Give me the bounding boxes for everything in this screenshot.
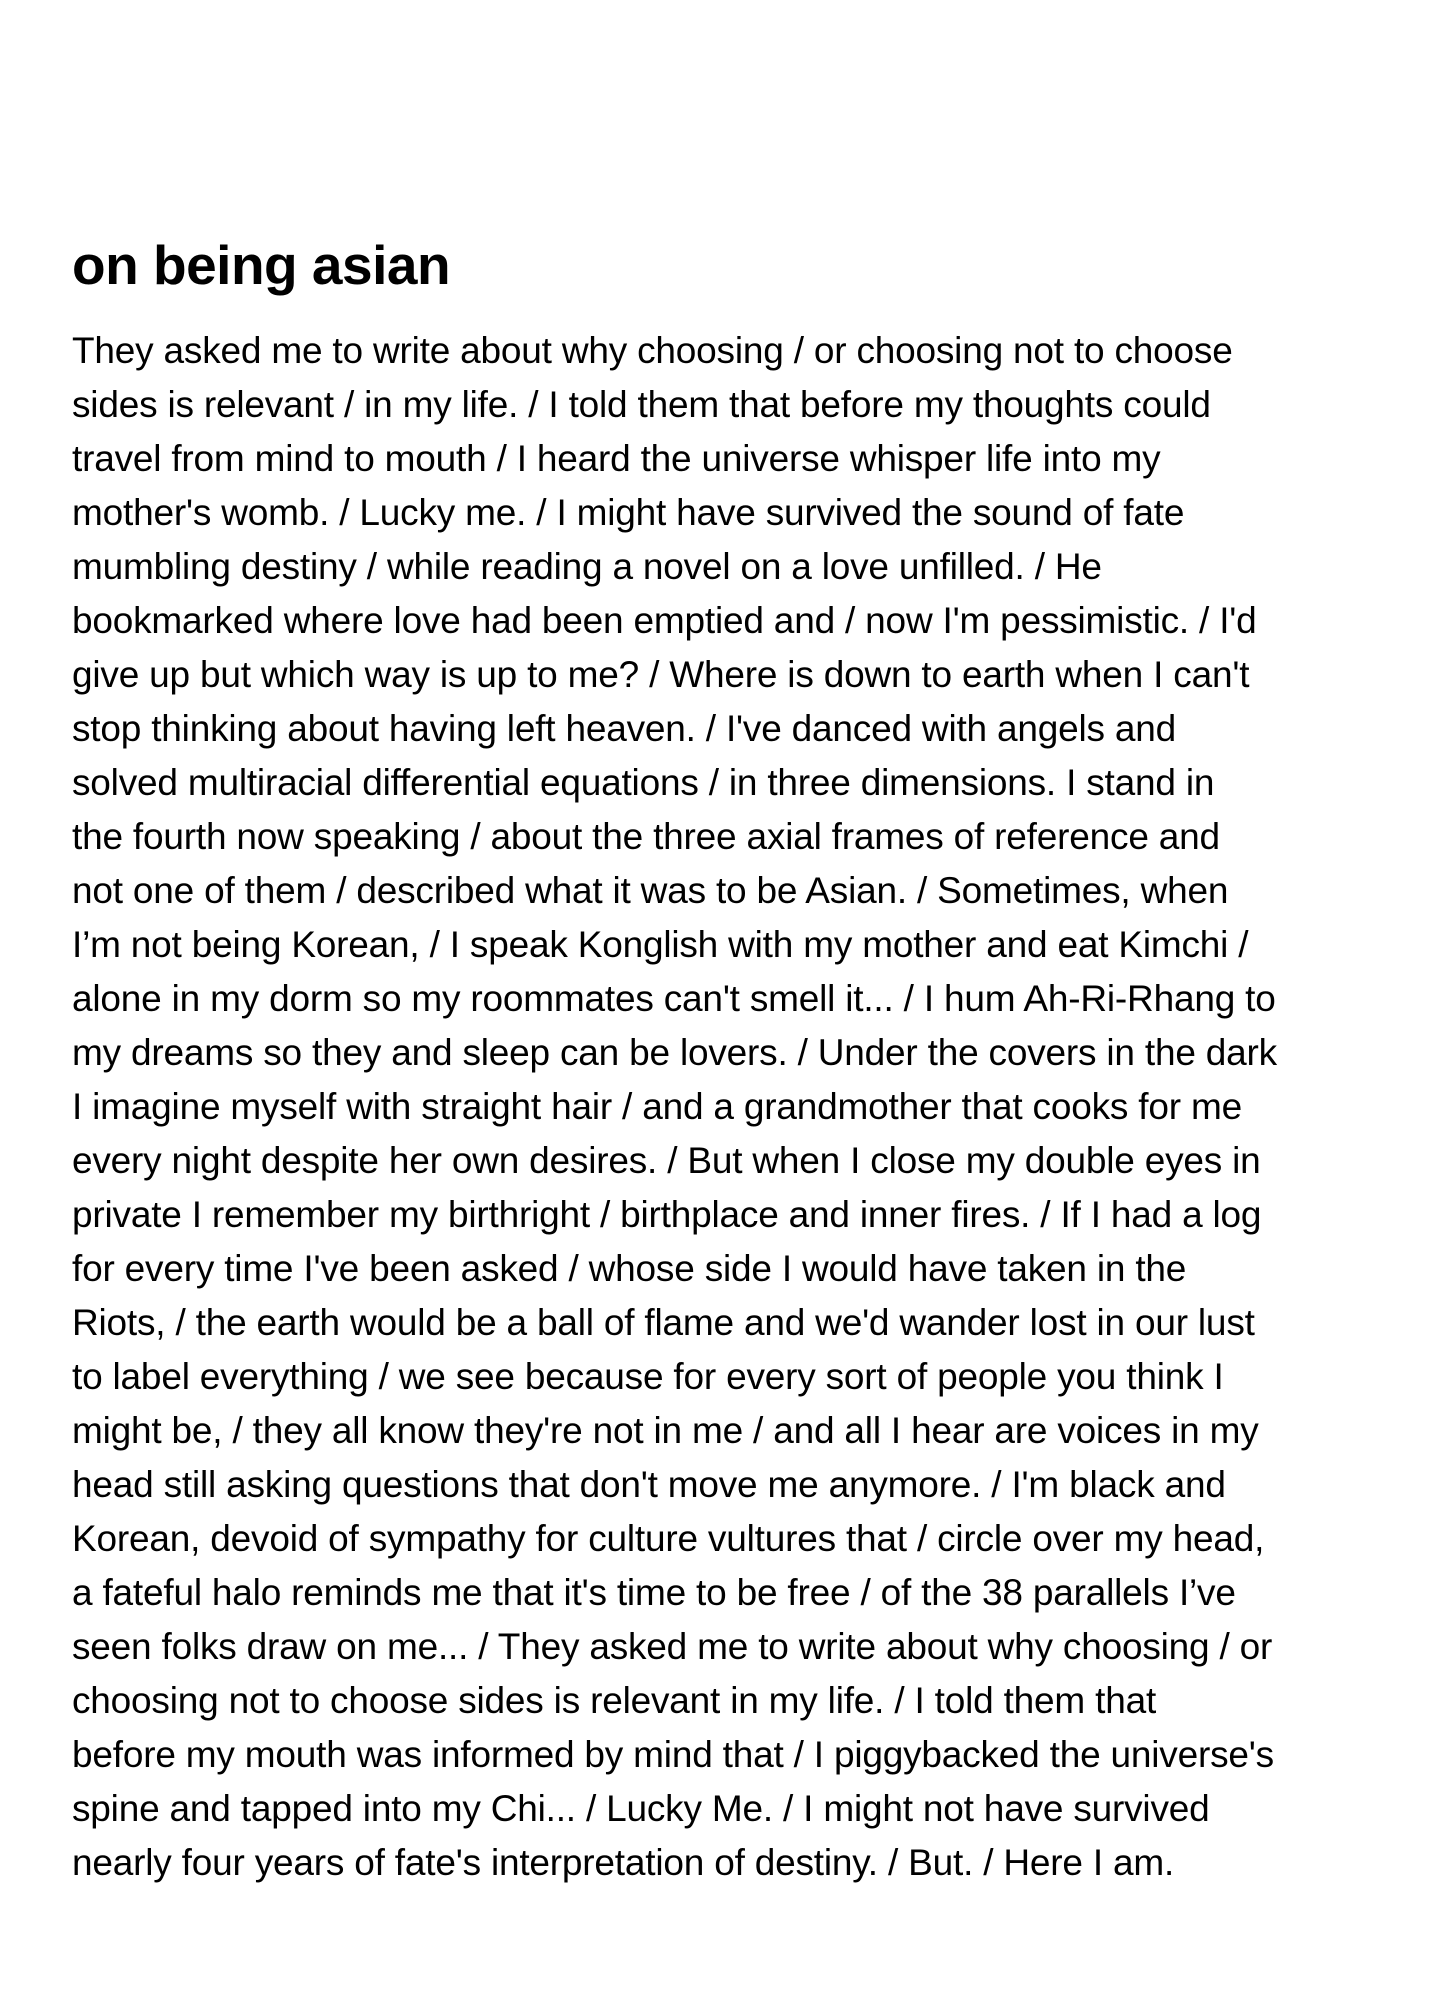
poem-line: not one of them / described what it was to be Asian. / Sometimes, when	[72, 870, 1229, 911]
poem-line: mother's womb. / Lucky me. / I might have survived the sound of fate	[72, 492, 1185, 533]
poem-line: private I remember my birthright / birthplace and inner fires. / If I had a log	[72, 1194, 1262, 1235]
poem-line: my dreams so they and sleep can be lovers. / Under the covers in the dark	[72, 1032, 1277, 1073]
document-page	[72, 0, 1372, 2000]
poem-line: nearly four years of fate's interpretation of destiny. / But. / Here I am.	[72, 1842, 1175, 1883]
poem-line: seen folks draw on me... / They asked me to write about why choosing / or	[72, 1626, 1273, 1667]
poem-line: bookmarked where love had been emptied and / now I'm pessimistic. / I'd	[72, 600, 1257, 641]
poem-line: stop thinking about having left heaven. / I've danced with angels and	[72, 708, 1177, 749]
poem-line: solved multiracial differential equations / in three dimensions. I stand in	[72, 762, 1215, 803]
poem-line: spine and tapped into my Chi... / Lucky Me. / I might not have survived	[72, 1788, 1210, 1829]
poem-line: the fourth now speaking / about the three axial frames of reference and	[72, 816, 1220, 857]
poem-line: might be, / they all know they're not in me / and all I hear are voices in my	[72, 1410, 1259, 1451]
poem-line: alone in my dorm so my roommates can't smell it... / I hum Ah-Ri-Rhang to	[72, 978, 1276, 1019]
poem-line: to label everything / we see because for every sort of people you think I	[72, 1356, 1224, 1397]
poem-line: sides is relevant / in my life. / I told them that before my thoughts could	[72, 384, 1211, 425]
poem-line: I’m not being Korean, / I speak Konglish with my mother and eat Kimchi /	[72, 924, 1249, 965]
poem-line: mumbling destiny / while reading a novel on a love unfilled. / He	[72, 546, 1102, 587]
poem-line: for every time I've been asked / whose side I would have taken in the	[72, 1248, 1187, 1289]
poem-line: a fateful halo reminds me that it's time to be free / of the 38 parallels I’ve	[72, 1572, 1236, 1613]
poem-line: I imagine myself with straight hair / and a grandmother that cooks for me	[72, 1086, 1242, 1127]
poem-title: on being asian	[72, 234, 451, 296]
poem-body	[72, 324, 1277, 1890]
poem-line: every night despite her own desires. / But when I close my double eyes in	[72, 1140, 1261, 1181]
poem-line: Riots, / the earth would be a ball of flame and we'd wander lost in our lust	[72, 1302, 1255, 1343]
poem-line: before my mouth was informed by mind that / I piggybacked the universe's	[72, 1734, 1274, 1775]
poem-line: They asked me to write about why choosing / or choosing not to choose	[72, 330, 1233, 371]
poem-line: give up but which way is up to me? / Where is down to earth when I can't	[72, 654, 1250, 695]
poem-line: head still asking questions that don't move me anymore. / I'm black and	[72, 1464, 1226, 1505]
poem-line: travel from mind to mouth / I heard the universe whisper life into my	[72, 438, 1161, 479]
poem-line: Korean, devoid of sympathy for culture vultures that / circle over my head,	[72, 1518, 1265, 1559]
poem-line: choosing not to choose sides is relevant in my life. / I told them that	[72, 1680, 1157, 1721]
